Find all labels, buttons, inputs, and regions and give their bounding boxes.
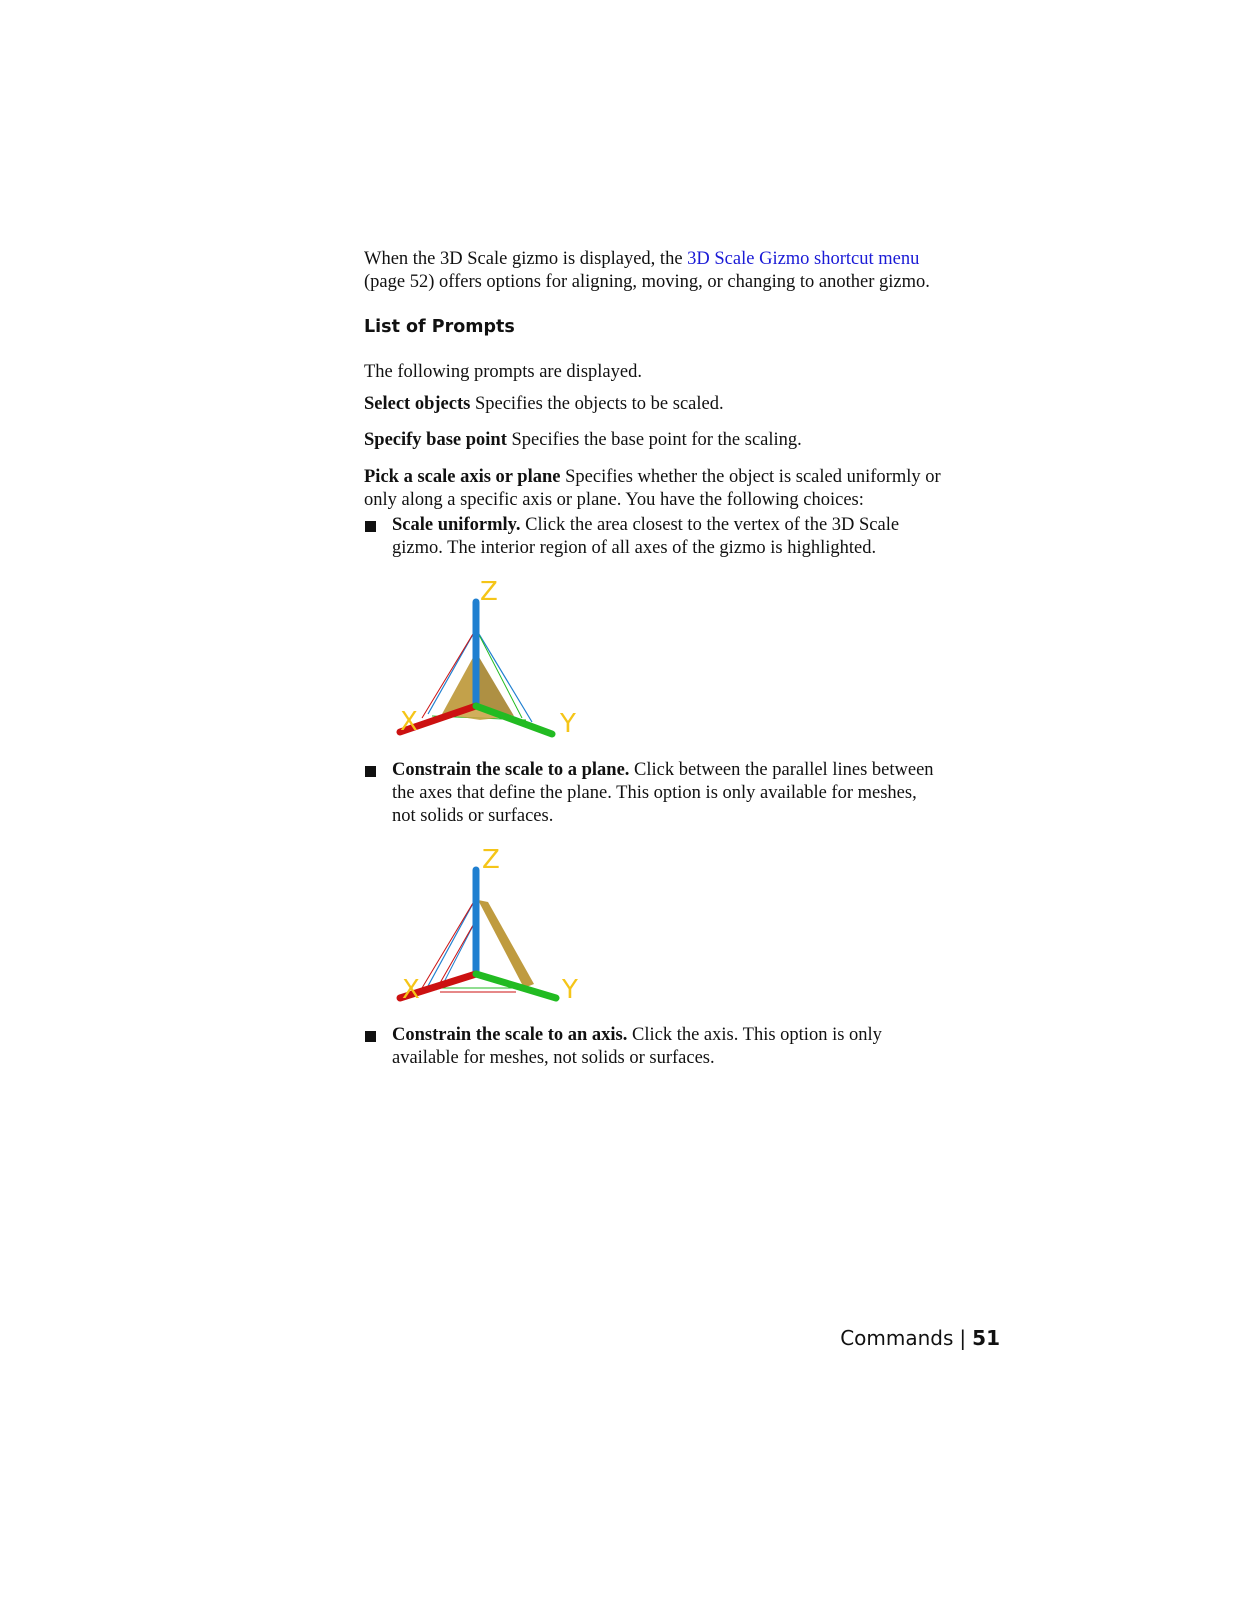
footer-section: Commands (840, 1326, 954, 1350)
y-axis[interactable] (476, 706, 552, 734)
page-number: 51 (972, 1326, 1000, 1350)
y-axis-label: Y (560, 709, 576, 739)
prompt-term: Select objects (364, 394, 471, 414)
bullet-desc-line2: gizmo. The interior region of all axes of the gizmo is highlighted. (392, 538, 877, 558)
bullet-text (392, 1024, 882, 1070)
bullet-desc-line2: the axes that define the plane. This option is only available for meshes, (392, 783, 917, 803)
bullet-desc: Click the axis. This option is only (627, 1025, 882, 1045)
intro-paragraph (364, 248, 1004, 294)
shortcut-menu-link[interactable]: 3D Scale Gizmo shortcut menu (687, 249, 920, 269)
prompt-desc: Specifies the base point for the scaling. (506, 430, 802, 450)
bullet-square-icon (365, 521, 376, 532)
bullet-text (392, 514, 899, 560)
prompt-term: Pick a scale axis or plane (364, 467, 561, 487)
bullet-desc: Click between the parallel lines between (629, 760, 934, 780)
prompt-desc: Specifies the objects to be scaled. (470, 394, 724, 414)
prompt-select-objects (364, 393, 1004, 416)
bullet-desc-line2: available for meshes, not solids or surfaces. (392, 1048, 715, 1068)
page-footer (840, 1326, 1000, 1350)
prompts-intro: The following prompts are displayed. (364, 362, 642, 382)
prompt-pick-scale-axis (364, 466, 1004, 512)
intro-text-line2: (page 52) offers options for aligning, moving, or changing to another gizmo. (364, 272, 930, 292)
prompt-desc: Specifies whether the object is scaled uniformly or (560, 467, 941, 487)
x-axis-label: X (400, 707, 418, 737)
prompt-term: Specify base point (364, 430, 507, 450)
bullet-square-icon (365, 766, 376, 777)
y-axis[interactable] (476, 974, 556, 998)
prompt-desc-line2: only along a specific axis or plane. You have the following choices: (364, 490, 864, 510)
section-heading: List of Prompts (364, 317, 515, 337)
x-axis-label: X (402, 975, 420, 1005)
prompt-specify-base-point (364, 429, 1004, 452)
bullet-term: Constrain the scale to an axis. (392, 1025, 628, 1045)
z-axis-label: Z (482, 845, 500, 875)
intro-text: When the 3D Scale gizmo is displayed, the (364, 249, 688, 269)
bullet-desc-line3: not solids or surfaces. (392, 806, 554, 826)
bullet-square-icon (365, 1031, 376, 1042)
z-axis-label: Z (480, 577, 498, 607)
footer-separator: | (959, 1326, 967, 1350)
bullet-text (392, 759, 934, 828)
gizmo-uniform-image (392, 574, 592, 744)
bullet-desc: Click the area closest to the vertex of the 3D Scale (520, 515, 900, 535)
bullet-term: Scale uniformly. (392, 515, 521, 535)
gizmo-plane-image (392, 840, 592, 1010)
bullet-term: Constrain the scale to a plane. (392, 760, 630, 780)
y-axis-label: Y (562, 975, 578, 1005)
